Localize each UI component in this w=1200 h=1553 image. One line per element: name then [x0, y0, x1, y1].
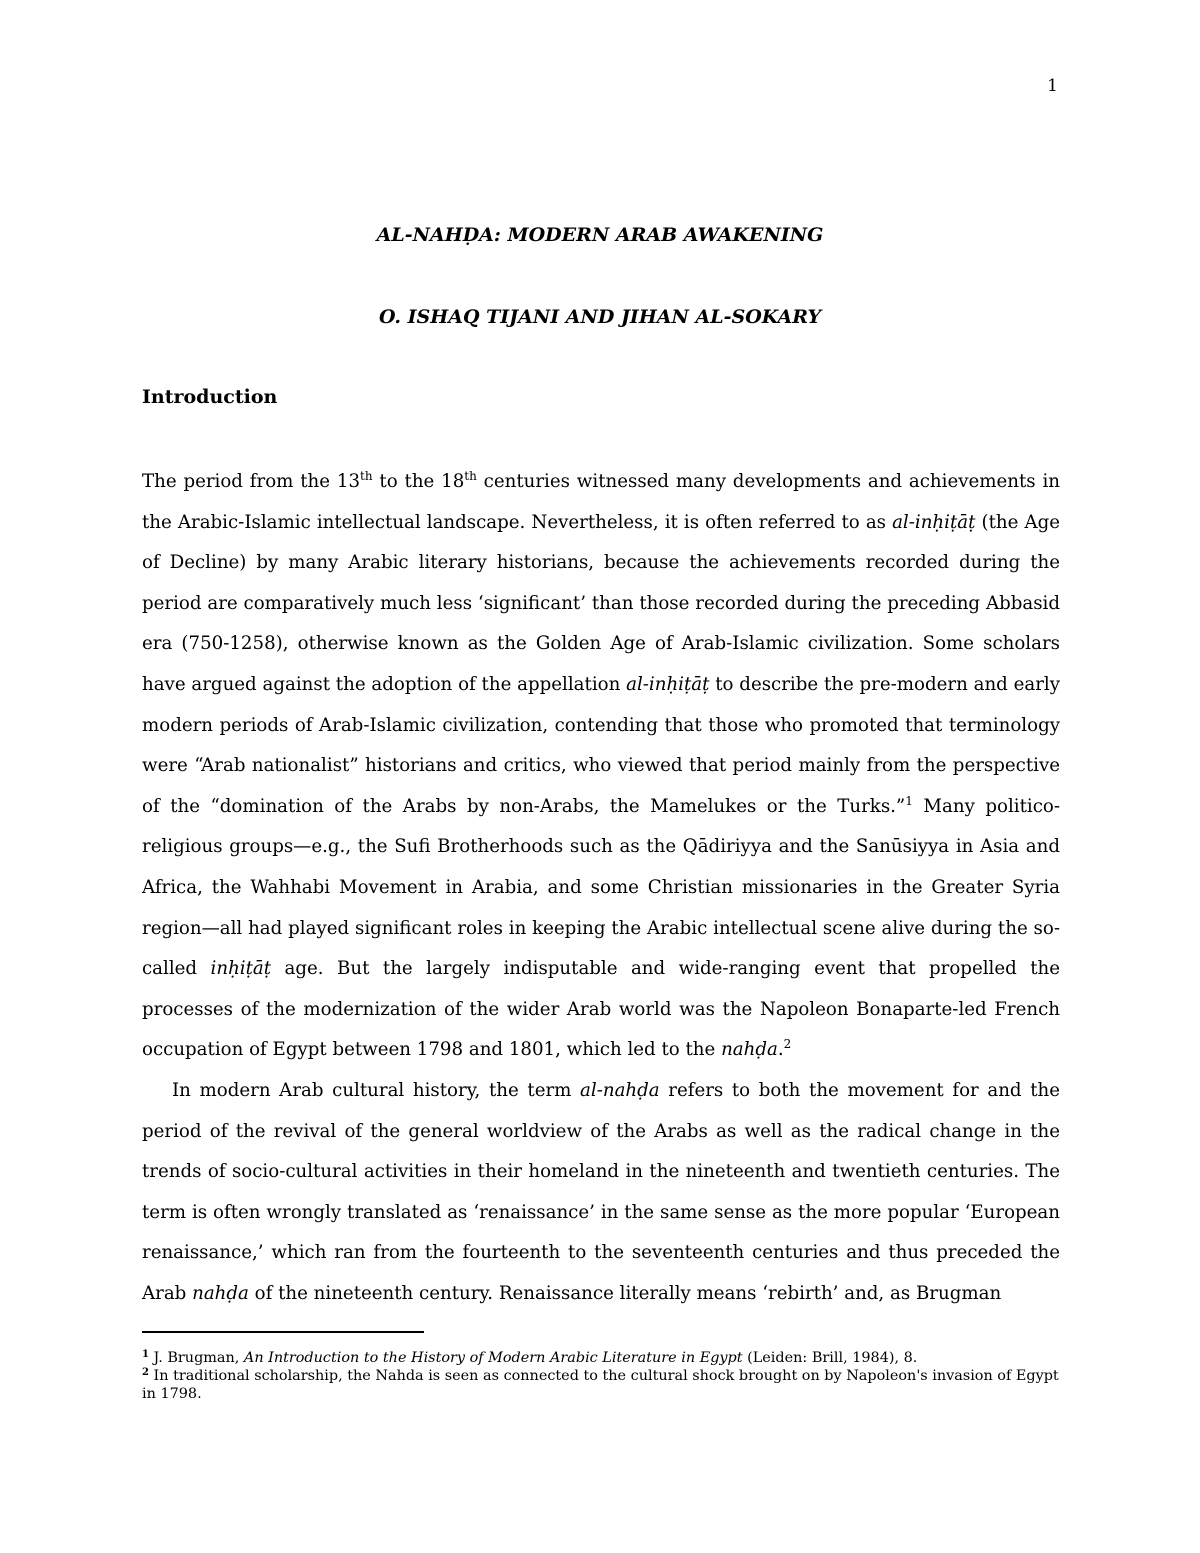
section-heading: Introduction [142, 386, 278, 408]
page-number: 1 [1047, 76, 1058, 96]
footnote-2: $^2$ In traditional scholarship, the Nahda is seen as connected to the cultural shock brought on by Napoleon's invasion of Egypt in 1798. [142, 1367, 1059, 1402]
footnote-ref-2[interactable]: 2 [783, 1037, 792, 1052]
footnote-1: $^1$ J. Brugman, An Introduction to the History of Modern Arabic Literature in Egypt (Leiden: Brill, 1984), 8. [142, 1349, 918, 1366]
paragraph: In modern Arab cultural history, the term al-nahḍa refers to both the movement for and the period of the revival of the general worldview of the Arabs as well as the radical change in the trends of socio-cultural activities in their homeland in the nineteenth and twentieth centuries. The term is often wrongly translated as ‘renaissance’ in the same sense as the more popular ‘European renaissance,’ which ran from the fourteenth to the seventeenth centuries and thus preceded the Arab nahḍa of the nineteenth century. Renaissance literally means ‘rebirth’ and, as Brugman [142, 1079, 1060, 1304]
document-title: AL-NAHḌA: MODERN ARAB AWAKENING [376, 224, 824, 246]
footnote-marker: 2 [142, 1367, 149, 1378]
footnotes [142, 1349, 1060, 1403]
italic-term: nahḍa [192, 1282, 249, 1304]
footnote-ref-1[interactable]: 1 [905, 793, 913, 808]
italic-term: al-nahḍa [580, 1079, 660, 1101]
italic-term: al-inḥiṭāṭ [626, 673, 710, 695]
footnote-separator [142, 1331, 424, 1333]
document-authors: O. ISHAQ TIJANI AND JIHAN AL-SOKARY [378, 306, 822, 328]
footnote-book-title: An Introduction to the History of Modern Arabic Literature in Egypt [243, 1350, 743, 1366]
superscript: th [464, 469, 477, 483]
footnote-marker: 1 [142, 1349, 149, 1360]
italic-term: nahḍa [721, 1039, 778, 1061]
italic-term: al-inḥiṭāṭ [892, 511, 976, 533]
italic-term: inḥiṭāṭ [210, 958, 272, 980]
body-text [142, 462, 1060, 1314]
superscript: th [360, 469, 373, 483]
paragraph: The period from the 13th to the 18th centuries witnessed many developments and achievements in the Arabic-Islamic intellectual landscape. Nevertheless, it is often referred to as al-inḥiṭāṭ (the Age of Decline) by many Arabic literary historians, because the achievements recorded during the period are comparatively much less ‘significant’ than those recorded during the preceding Abbasid era (750-1258), otherwise known as the Golden Age of Arab-Islamic civilization. Some scholars have argued against the adoption of the appellation al-inḥiṭāṭ to describe the pre-modern and early modern periods of Arab-Islamic civilization, contending that those who promoted that terminology were “Arab nationalist” historians and critics, who viewed that period mainly from the perspective of the “domination of the Arabs by non-Arabs, the Mamelukes or the Turks.”$^1$ Many politico-religious groups—e.g., the Sufi Brotherhoods such as the Qādiriyya and the Sanūsiyya in Asia and Africa, the Wahhabi Movement in Arabia, and some Christian missionaries in the Greater Syria region—all had played significant roles in keeping the Arabic intellectual scene alive during the so-called inḥiṭāṭ age. But the largely indisputable and wide-ranging event that propelled the processes of the modernization of the wider Arab world was the Napoleon Bonaparte-led French occupation of Egypt between 1798 and 1801, which led to the nahḍa.$^2$ [142, 469, 1061, 1061]
